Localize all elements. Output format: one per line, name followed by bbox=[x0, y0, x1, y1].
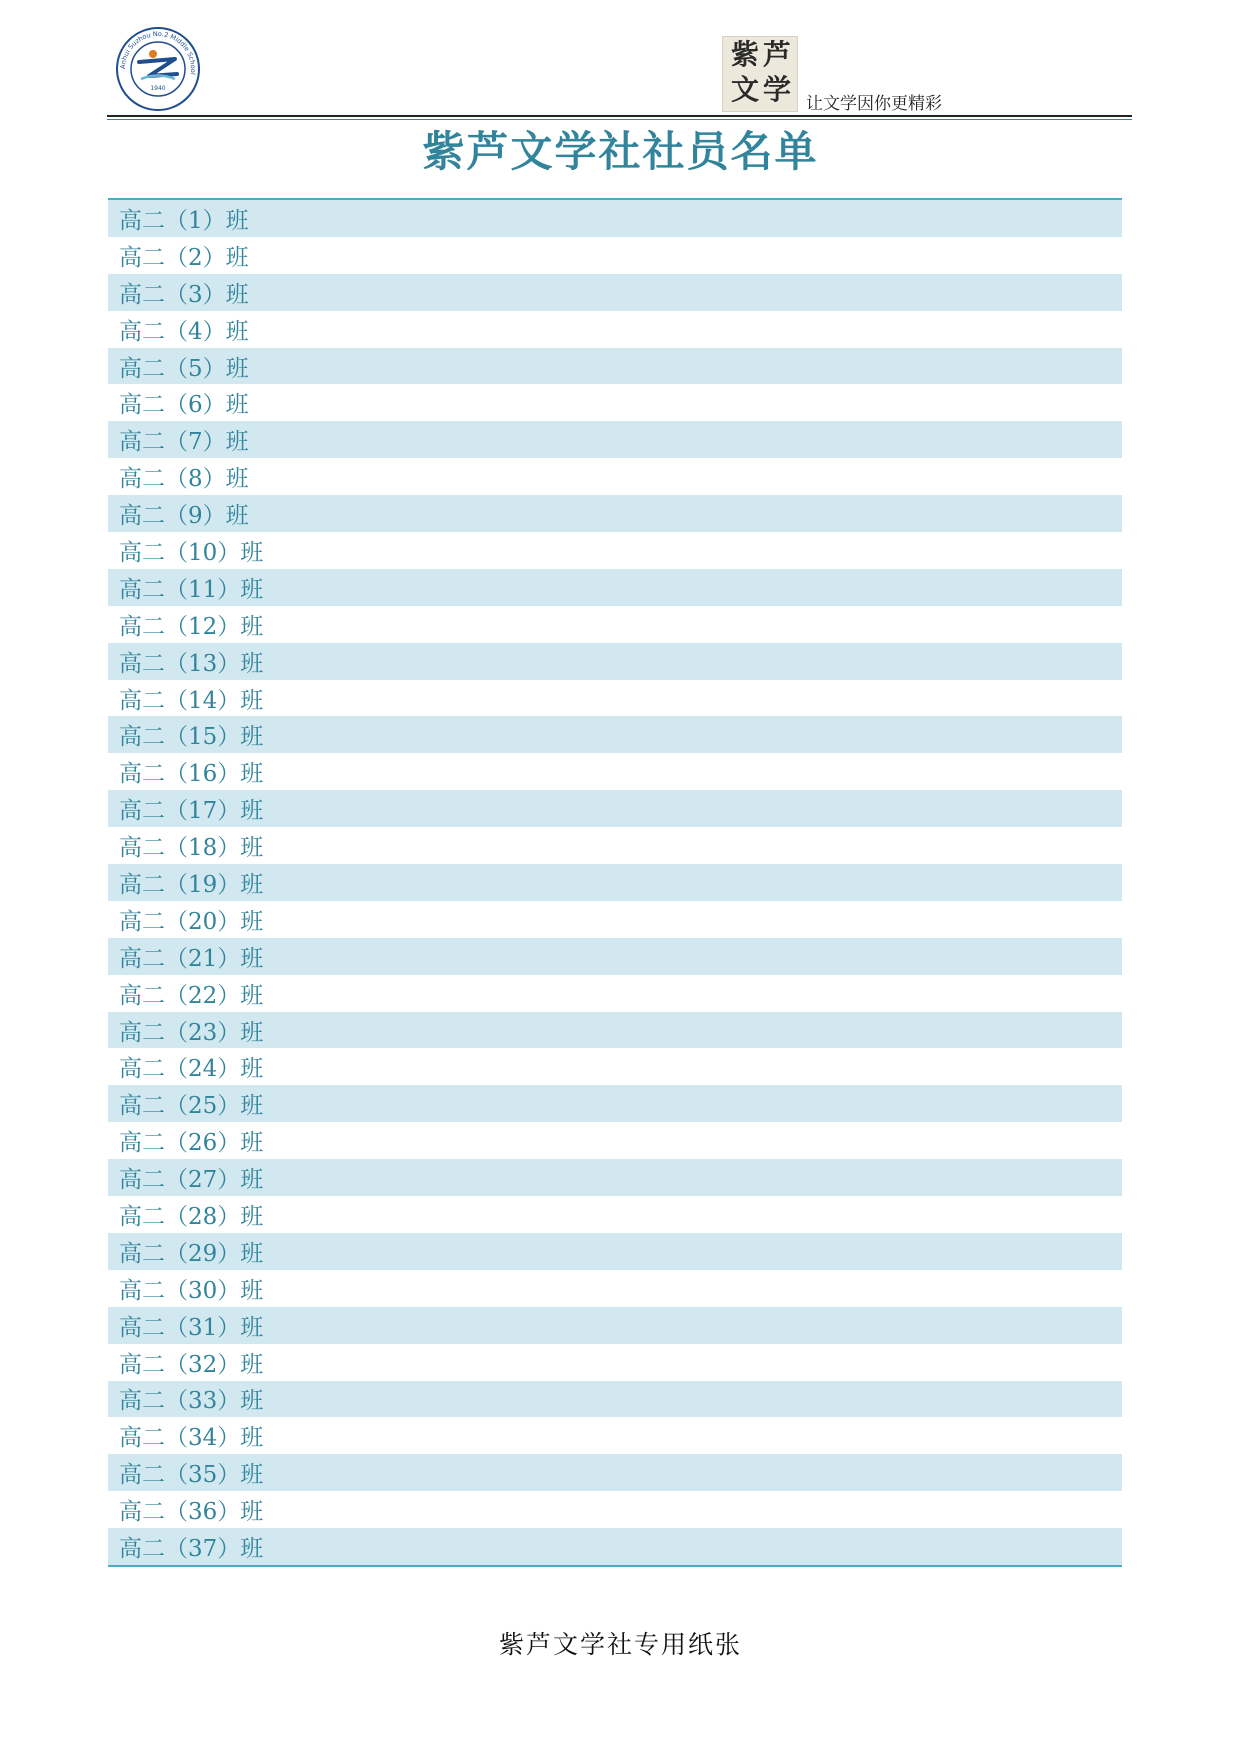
table-row bbox=[108, 938, 1122, 975]
table-row bbox=[108, 1159, 1122, 1196]
class-label: 高二（8）班 bbox=[119, 466, 249, 493]
table-row bbox=[108, 274, 1122, 311]
table-row bbox=[108, 716, 1122, 753]
class-label: 高二（17）班 bbox=[119, 798, 264, 825]
class-label: 高二（4）班 bbox=[119, 318, 249, 345]
class-label: 高二（12）班 bbox=[119, 613, 264, 640]
class-label: 高二（7）班 bbox=[119, 429, 249, 456]
class-label: 高二（29）班 bbox=[119, 1240, 264, 1267]
class-label: 高二（28）班 bbox=[119, 1203, 264, 1230]
club-logo-char: 紫 bbox=[731, 38, 760, 71]
page-title: 紫芦文学社社员名单 bbox=[422, 127, 819, 176]
class-label: 高二（30）班 bbox=[119, 1277, 264, 1304]
table-row bbox=[108, 864, 1122, 901]
class-label: 高二（5）班 bbox=[119, 355, 249, 382]
table-row bbox=[108, 1381, 1122, 1418]
class-label: 高二（10）班 bbox=[119, 539, 264, 566]
page-header bbox=[107, 24, 1132, 124]
table-row bbox=[108, 901, 1122, 938]
table-row bbox=[108, 606, 1122, 643]
table-row bbox=[108, 421, 1122, 458]
table-row bbox=[108, 1122, 1122, 1159]
class-label: 高二（32）班 bbox=[119, 1351, 264, 1378]
table-row bbox=[108, 753, 1122, 790]
class-label: 高二（6）班 bbox=[119, 392, 249, 419]
class-label: 高二（23）班 bbox=[119, 1019, 264, 1046]
table-row bbox=[108, 1491, 1122, 1528]
table-row bbox=[108, 311, 1122, 348]
class-label: 高二（37）班 bbox=[119, 1536, 264, 1562]
class-label: 高二（36）班 bbox=[119, 1499, 264, 1526]
class-label: 高二（35）班 bbox=[119, 1462, 264, 1489]
table-row bbox=[108, 1048, 1122, 1085]
table-row bbox=[108, 680, 1122, 717]
class-label: 高二（9）班 bbox=[119, 503, 249, 530]
class-label: 高二（13）班 bbox=[119, 650, 264, 677]
emblem-year: 1940 bbox=[150, 85, 166, 92]
class-label: 高二（33）班 bbox=[119, 1388, 264, 1415]
table-row bbox=[108, 495, 1122, 532]
table-row bbox=[108, 458, 1122, 495]
table-row bbox=[108, 569, 1122, 606]
table-row bbox=[108, 1417, 1122, 1454]
class-label: 高二（16）班 bbox=[119, 761, 264, 788]
table-row bbox=[108, 1528, 1122, 1565]
table-row bbox=[108, 1454, 1122, 1491]
class-label: 高二（31）班 bbox=[119, 1314, 264, 1341]
table-row bbox=[108, 532, 1122, 569]
table-row bbox=[108, 790, 1122, 827]
table-row bbox=[108, 1344, 1122, 1381]
roster-table bbox=[108, 198, 1122, 1567]
class-label: 高二（22）班 bbox=[119, 982, 264, 1009]
class-label: 高二（3）班 bbox=[119, 281, 249, 308]
club-logo-char: 芦 bbox=[763, 38, 792, 71]
class-label: 高二（2）班 bbox=[119, 244, 249, 271]
table-row bbox=[108, 1196, 1122, 1233]
class-label: 高二（20）班 bbox=[119, 908, 264, 935]
header-divider bbox=[107, 115, 1132, 117]
class-label: 高二（14）班 bbox=[119, 687, 264, 714]
table-row bbox=[108, 827, 1122, 864]
table-row bbox=[108, 1233, 1122, 1270]
emblem-ring-text: Anhui Suzhou No.2 Middle School bbox=[118, 29, 198, 76]
table-row bbox=[108, 237, 1122, 274]
class-label: 高二（18）班 bbox=[119, 835, 264, 862]
class-label: 高二（19）班 bbox=[119, 871, 264, 898]
class-label: 高二（25）班 bbox=[119, 1093, 264, 1120]
table-row bbox=[108, 200, 1122, 237]
class-label: 高二（24）班 bbox=[119, 1056, 264, 1083]
class-label: 高二（21）班 bbox=[119, 945, 264, 972]
table-row bbox=[108, 1270, 1122, 1307]
school-emblem-icon bbox=[115, 26, 201, 112]
class-label: 高二（1）班 bbox=[119, 207, 249, 234]
class-label: 高二（27）班 bbox=[119, 1167, 264, 1194]
table-row bbox=[108, 348, 1122, 385]
club-logo-icon bbox=[722, 36, 798, 112]
class-label: 高二（15）班 bbox=[119, 724, 264, 751]
table-row bbox=[108, 1307, 1122, 1344]
class-label: 高二（26）班 bbox=[119, 1130, 264, 1157]
table-row bbox=[108, 975, 1122, 1012]
club-logo-char: 学 bbox=[763, 73, 792, 106]
club-logo-char: 文 bbox=[731, 73, 760, 106]
class-label: 高二（34）班 bbox=[119, 1425, 264, 1452]
header-slogan: 让文学因你更精彩 bbox=[806, 94, 942, 114]
table-row bbox=[108, 1085, 1122, 1122]
table-row bbox=[108, 643, 1122, 680]
table-row bbox=[108, 1012, 1122, 1049]
table-row bbox=[108, 384, 1122, 421]
page-footer: 紫芦文学社专用纸张 bbox=[498, 1630, 742, 1659]
class-label: 高二（11）班 bbox=[119, 576, 264, 603]
